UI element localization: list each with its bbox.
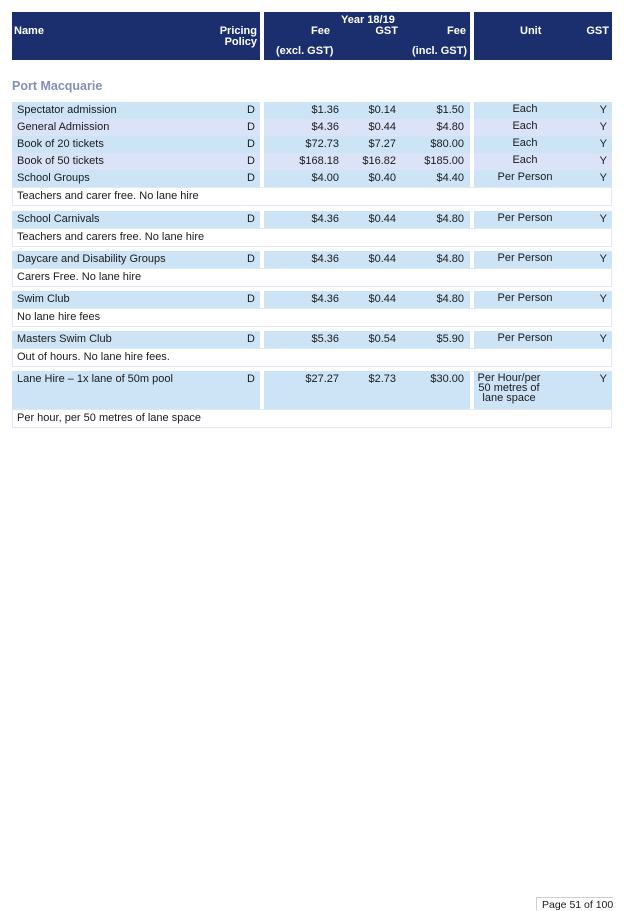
row-gst-flag: Y	[599, 293, 607, 305]
row-fee-incl: $1.50	[436, 104, 464, 116]
table-header-fees	[264, 12, 470, 60]
row-policy: D	[247, 172, 255, 184]
row-gst-flag: Y	[599, 155, 607, 167]
row-policy: D	[247, 138, 255, 150]
row-gst: $2.73	[368, 373, 396, 385]
row-fee-incl: $4.40	[436, 172, 464, 184]
row-gst-flag: Y	[599, 373, 607, 385]
row-gst: $0.54	[368, 333, 396, 345]
header-fee-excl: Fee	[311, 25, 330, 37]
row-name: School Carnivals	[17, 213, 100, 225]
page-number: Page 51 of 100	[536, 897, 613, 911]
row-fee-incl: $5.90	[436, 333, 464, 345]
row-fee-excl: $4.00	[311, 172, 339, 184]
row-policy: D	[247, 333, 255, 345]
header-year: Year 18/19	[341, 14, 395, 26]
row-gst: $0.40	[368, 172, 396, 184]
note-text: Per hour, per 50 metres of lane space	[17, 412, 202, 424]
header-unit: Unit	[520, 25, 542, 37]
row-gst: $0.44	[368, 121, 396, 133]
row-fee-incl: $4.80	[436, 121, 464, 133]
row-name: Book of 50 tickets	[17, 155, 104, 167]
row-fee-incl: $80.00	[430, 138, 464, 150]
row-fee-excl: $1.36	[311, 104, 339, 116]
table-header-right	[474, 12, 612, 60]
row-gst: $0.44	[368, 213, 396, 225]
row-gst: $0.44	[368, 293, 396, 305]
note-text: Teachers and carer free. No lane hire	[17, 190, 199, 202]
row-name: General Admission	[17, 121, 110, 133]
row-policy: D	[247, 373, 255, 385]
table-row	[12, 291, 612, 308]
row-unit: Each	[512, 137, 538, 149]
row-note	[12, 187, 612, 206]
row-name: Swim Club	[17, 293, 70, 305]
row-note	[12, 268, 612, 287]
header-name: Name	[14, 25, 44, 37]
row-gst: $7.27	[368, 138, 396, 150]
row-name: Spectator admission	[17, 104, 117, 116]
note-text: No lane hire fees	[17, 311, 101, 323]
header-fee-incl: Fee	[447, 25, 466, 37]
row-fee-incl: $185.00	[424, 155, 464, 167]
row-name: Book of 20 tickets	[17, 138, 104, 150]
row-policy: D	[247, 104, 255, 116]
header-gst: GST	[375, 25, 398, 37]
table-row	[12, 119, 612, 136]
table-header-left	[12, 12, 260, 60]
row-policy: D	[247, 213, 255, 225]
table-row	[12, 211, 612, 228]
header-fee-incl-sub: (incl. GST)	[412, 45, 467, 57]
table-row	[12, 371, 612, 409]
row-name: Masters Swim Club	[17, 333, 112, 345]
row-unit: Per Hour/per 50 metres of lane space	[477, 372, 541, 404]
table-row	[12, 331, 612, 348]
row-unit: Per Person	[497, 252, 553, 264]
row-fee-incl: $4.80	[436, 213, 464, 225]
row-unit: Per Person	[497, 332, 553, 344]
row-name: Lane Hire – 1x lane of 50m pool	[17, 373, 173, 385]
row-policy: D	[247, 121, 255, 133]
row-gst-flag: Y	[599, 104, 607, 116]
row-unit: Per Person	[497, 292, 553, 304]
row-unit: Per Person	[497, 212, 553, 224]
row-fee-excl: $4.36	[311, 253, 339, 265]
table-row	[12, 251, 612, 268]
note-text: Out of hours. No lane hire fees.	[17, 351, 170, 363]
row-gst-flag: Y	[599, 333, 607, 345]
row-unit: Each	[512, 154, 538, 166]
row-unit: Each	[512, 103, 538, 115]
row-gst: $0.44	[368, 253, 396, 265]
table-row	[12, 136, 612, 153]
row-fee-excl: $168.18	[299, 155, 339, 167]
row-unit: Per Person	[497, 171, 553, 183]
row-gst: $16.82	[362, 155, 396, 167]
row-fee-excl: $5.36	[311, 333, 339, 345]
row-fee-excl: $4.36	[311, 213, 339, 225]
row-fee-incl: $30.00	[430, 373, 464, 385]
header-policy: Policy	[224, 36, 257, 48]
row-fee-incl: $4.80	[436, 253, 464, 265]
row-policy: D	[247, 155, 255, 167]
row-fee-excl: $27.27	[305, 373, 339, 385]
row-note	[12, 308, 612, 327]
header-pricing: Pricing	[219, 25, 257, 37]
row-gst-flag: Y	[599, 213, 607, 225]
table-row	[12, 102, 612, 119]
note-text: Carers Free. No lane hire	[17, 271, 142, 283]
section-title: Port Macquarie	[12, 79, 103, 93]
row-note	[12, 228, 612, 247]
row-unit: Each	[512, 120, 538, 132]
row-gst-flag: Y	[599, 253, 607, 265]
row-note	[12, 409, 612, 428]
row-policy: D	[247, 293, 255, 305]
row-name: Daycare and Disability Groups	[17, 253, 166, 265]
row-fee-excl: $4.36	[311, 121, 339, 133]
row-fee-excl: $72.73	[305, 138, 339, 150]
row-note	[12, 348, 612, 367]
header-fee-excl-sub: (excl. GST)	[276, 45, 334, 57]
row-gst-flag: Y	[599, 121, 607, 133]
row-policy: D	[247, 253, 255, 265]
row-gst: $0.14	[368, 104, 396, 116]
row-name: School Groups	[17, 172, 90, 184]
note-text: Teachers and carers free. No lane hire	[17, 231, 205, 243]
row-fee-excl: $4.36	[311, 293, 339, 305]
row-gst-flag: Y	[599, 138, 607, 150]
table-row	[12, 170, 612, 187]
row-gst-flag: Y	[599, 172, 607, 184]
header-gst-flag: GST	[586, 25, 609, 37]
table-row	[12, 153, 612, 170]
row-fee-incl: $4.80	[436, 293, 464, 305]
